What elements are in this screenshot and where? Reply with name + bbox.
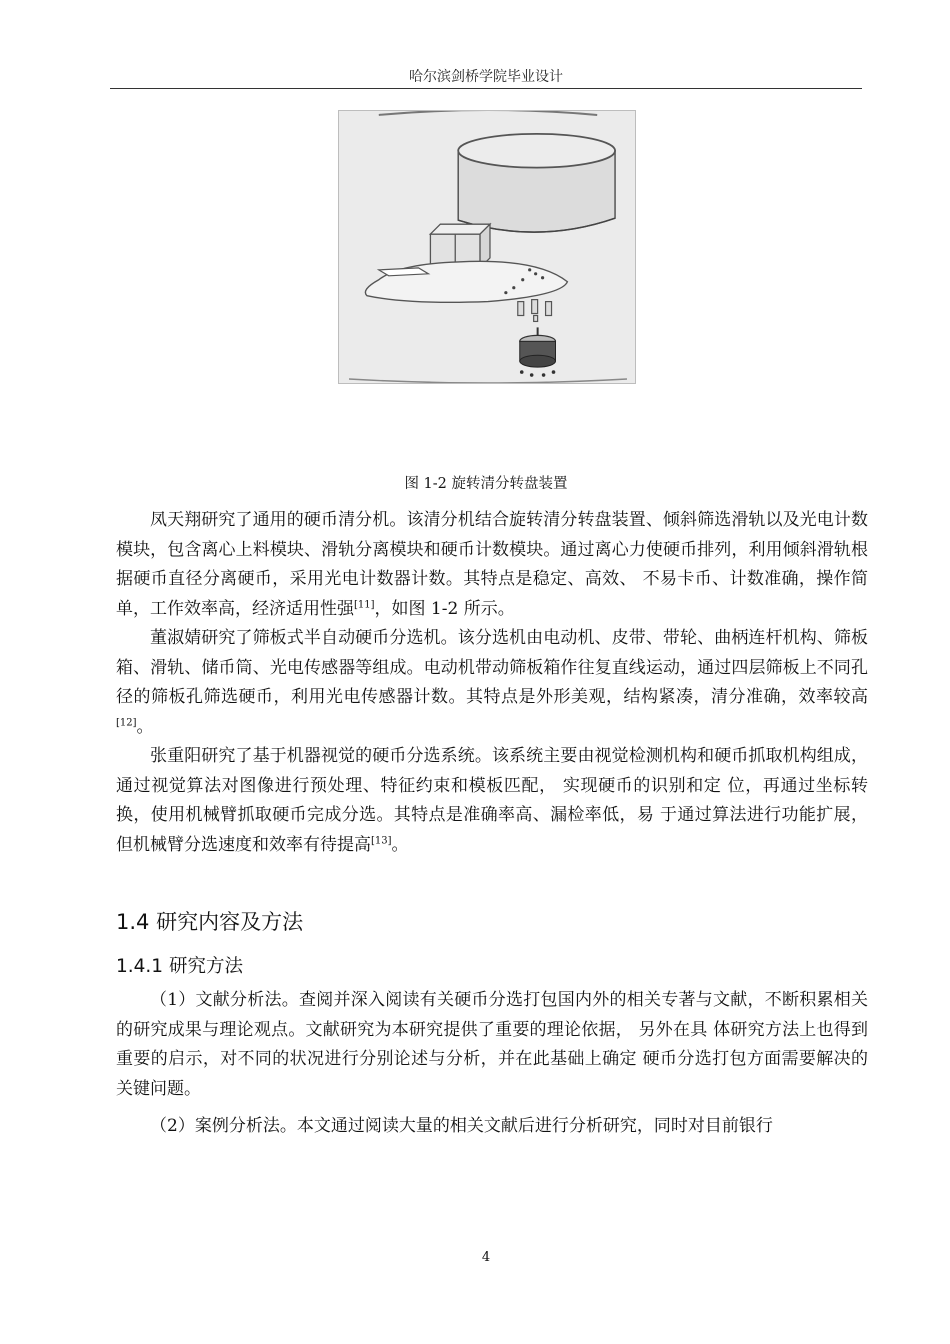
paragraph-dong	[116, 624, 868, 742]
citation-ref: [12]	[116, 716, 137, 728]
paragraph-tail: ，如图 1-2 所示。	[374, 598, 515, 619]
section-heading: 1.4 研究内容及方法	[116, 910, 304, 934]
paragraph-tail: 。	[136, 716, 154, 737]
paragraph-text: 董淑婧研究了筛板式半自动硬币分选机。该分选机由电动机、皮带、带轮、曲柄连杆机构、筛板箱、滑轨、储币筒、光电传感器等组成。电动机带动筛板箱作往复直线运动，通过四层筛板上不同孔径的筛板孔筛选硬币，利用光电传感器计数。其特点是外形美观，结构紧凑，清分准确，效率较高	[116, 628, 868, 707]
page-number: 4	[481, 1250, 491, 1265]
citation-ref: [13]	[371, 834, 392, 846]
method-paragraphs	[116, 986, 868, 1142]
method-literature: （1）文献分析法。查阅并深入阅读有关硬币分选打包国内外的相关专著与文献，不断积累相关的研究成果与理论观点。文献研究为本研究提供了重要的理论依据， 另外在具 体研究方法上也得到重要的启示，对不同的状况进行分别论述与分析，并在此基础上确定 硬币分选打包方面需要解决的关键问题。	[116, 990, 868, 1099]
header-divider	[110, 88, 862, 89]
body-paragraphs	[116, 506, 868, 860]
rotary-turntable-illustration	[339, 111, 635, 383]
page-header: 哈尔滨剑桥学院毕业设计	[409, 69, 563, 85]
subsection-heading: 1.4.1 研究方法	[116, 956, 243, 977]
paragraph-text: 张重阳研究了基于机器视觉的硬币分选系统。该系统主要由视觉检测机构和硬币抓取机构组成，通过视觉算法对图像进行预处理、特征约束和模板匹配， 实现硬币的识别和定 位，再通过坐标转换，使用机械臂抓取硬币完成分选。其特点是准确率高、漏检率低，易 于通过算法进行功能扩展，但机械臂分选速度和效率有待提高	[116, 746, 868, 855]
figure-image	[338, 110, 636, 384]
paragraph-text: 凤天翔研究了通用的硬币清分机。该清分机结合旋转清分转盘装置、倾斜筛选滑轨以及光电计数模块，包含离心上料模块、滑轨分离模块和硬币计数模块。通过离心力使硬币排列，利用倾斜滑轨根据硬币直径分离硬币，采用光电计数器计数。其特点是稳定、高效、 不易卡币、计数准确，操作简单，工作效率高，经济适用性强	[116, 510, 868, 619]
method-case: （2）案例分析法。本文通过阅读大量的相关文献后进行分析研究，同时对目前银行	[150, 1116, 773, 1136]
citation-ref: [11]	[354, 598, 375, 610]
paragraph-zhang	[116, 742, 868, 860]
paragraph-feng	[116, 506, 868, 624]
paragraph-tail: 。	[391, 834, 409, 855]
figure-caption: 图 1-2 旋转清分转盘装置	[404, 476, 568, 492]
